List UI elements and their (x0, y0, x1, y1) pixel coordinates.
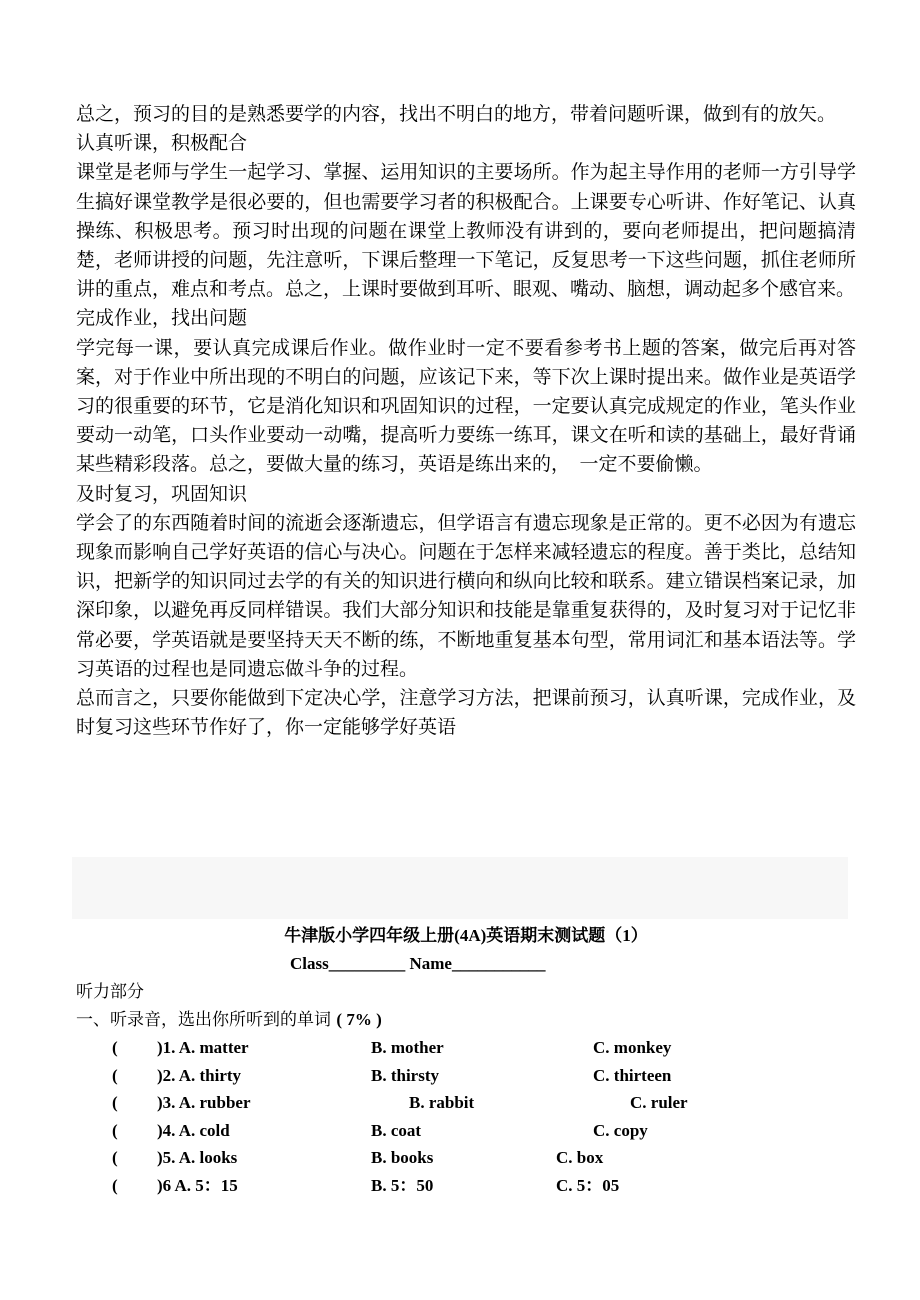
instruction (76, 1006, 856, 1034)
answer-paren: ( (112, 1175, 118, 1195)
section-heading: 完成作业，找出问题 (76, 307, 248, 330)
option-b: B. books (371, 1148, 434, 1168)
option-b: B. 5：50 (371, 1175, 434, 1195)
option-a: )6 A. 5：15 (157, 1175, 238, 1195)
option-b: B. rabbit (409, 1093, 475, 1113)
article-body (76, 100, 856, 742)
class-name-line: Class_________ Name___________ (290, 954, 546, 973)
section-heading: 认真听课，积极配合 (76, 132, 248, 155)
paragraph: 学会了的东西随着时间的流逝会逐渐遗忘，但学语言有遗忘现象是正常的。更不必因为有遗忘现象而影响自己学好英语的信心与决心。问题在于怎样来减轻遗忘的程度。善于类比，总结知识，把新学的知识同过去学的有关的知识进行横向和纵向比较和联系。建立错误档案记录，加深印象，以避免再反同样错误。我们大部分知识和技能是靠重复获得的，及时复习对于记忆非常必要，学英语就是要坚持天天不断的练，不断地重复基本句型，常用词汇和基本语法等。学习英语的过程也是同遗忘做斗争的过程。 (76, 511, 856, 680)
section-label: 听力部分 (76, 982, 144, 1002)
section-heading: 及时复习，巩固知识 (76, 482, 248, 505)
option-a: )2. A. thirty (157, 1065, 242, 1085)
answer-paren: ( (112, 1038, 118, 1057)
question-row (76, 1089, 856, 1117)
option-a: )5. A. looks (157, 1148, 238, 1168)
paragraph: 学完每一课，要认真完成课后作业。做作业时一定不要看参考书上题的答案，做完后再对答案，对于作业中所出现的不明白的问题，应该记下来，等下次上课时提出来。做作业是英语学习的很重要的环节，它是消化知识和巩固知识的过程，一定要认真完成规定的作业，笔头作业要动一动笔，口头作业要动一动嘴，提高听力要练一练耳，课文在听和读的基础上，最好背诵某些精彩段落。总之，要做大量的练习，英语是练出来的， 一定不要偷懒。 (76, 336, 856, 476)
exam-section (76, 922, 856, 1200)
answer-paren: ( (112, 1093, 118, 1113)
question-row (76, 1172, 856, 1200)
question-row (76, 1144, 856, 1172)
option-a: )3. A. rubber (157, 1093, 251, 1113)
option-b: B. mother (371, 1038, 444, 1057)
instruction-points: ( 7% ) (336, 1010, 382, 1029)
page-separator (72, 857, 848, 919)
option-c: C. 5：05 (556, 1175, 620, 1195)
paragraph: 总而言之，只要你能做到下定决心学，注意学习方法，把课前预习，认真听课，完成作业，及时复习这些环节作好了，你一定能够学好英语 (76, 687, 856, 739)
exam-title: 牛津版小学四年级上册(4A)英语期末测试题（1） (284, 926, 648, 945)
option-c: C. ruler (630, 1093, 688, 1113)
answer-paren: ( (112, 1148, 118, 1168)
option-b: B. thirsty (371, 1065, 439, 1085)
option-c: C. copy (593, 1120, 648, 1140)
option-a: )4. A. cold (157, 1120, 230, 1140)
paragraph: 总之，预习的目的是熟悉要学的内容，找出不明白的地方，带着问题听课，做到有的放矢。 (76, 103, 837, 125)
question-row (76, 1034, 856, 1062)
answer-paren: ( (112, 1065, 118, 1085)
paragraph: 课堂是老师与学生一起学习、掌握、运用知识的主要场所。作为起主导作用的老师一方引导学生搞好课堂教学是很必要的，但也需要学习者的积极配合。上课要专心听讲、作好笔记、认真操练、积极思考。预习时出现的问题在课堂上教师没有讲到的，要向老师提出，把问题搞清楚，老师讲授的问题，先注意听，下课后整理一下笔记，反复思考一下这些问题，抓住老师所讲的重点，难点和考点。总之，上课时要做到耳听、眼观、嘴动、脑想，调动起多个感官来。 (76, 161, 856, 301)
answer-paren: ( (112, 1120, 118, 1140)
option-b: B. coat (371, 1120, 422, 1140)
option-c: C. monkey (593, 1038, 672, 1057)
question-row (76, 1062, 856, 1090)
option-c: C. thirteen (593, 1065, 672, 1085)
question-row (76, 1117, 856, 1145)
option-c: C. box (556, 1148, 604, 1168)
instruction-text: 一、听录音，选出你所听到的单词 (76, 1010, 331, 1030)
option-a: )1. A. matter (157, 1038, 249, 1057)
